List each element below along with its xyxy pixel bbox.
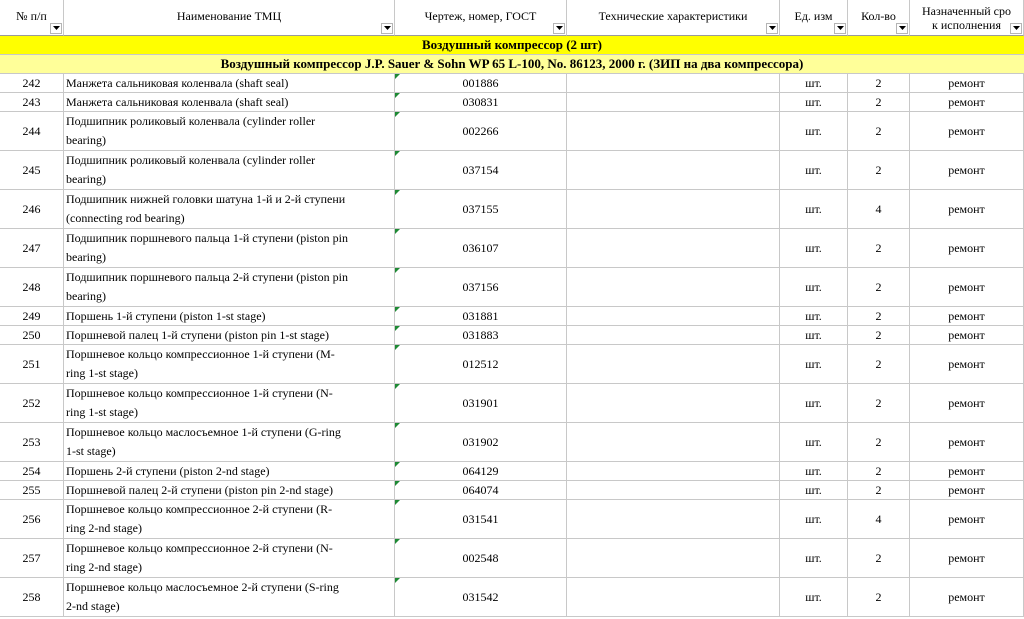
cell-name-line1: Поршневое кольцо компрессионное 2-й ступени (N- (66, 541, 333, 555)
column-header-tech[interactable] (567, 0, 780, 36)
comment-indicator-icon (395, 481, 400, 486)
cell-qty[interactable]: 2 (848, 307, 910, 326)
cell-num[interactable]: 253 (0, 423, 64, 462)
comment-indicator-icon (395, 384, 400, 389)
cell-num[interactable]: 258 (0, 578, 64, 617)
cell-name-line1: Поршень 2-й ступени (piston 2-nd stage) (66, 463, 270, 478)
cell-qty[interactable]: 4 (848, 190, 910, 229)
cell-name[interactable] (64, 307, 395, 326)
comment-indicator-icon (395, 151, 400, 156)
cell-num[interactable]: 246 (0, 190, 64, 229)
table-row (0, 539, 1024, 578)
cell-drawing[interactable]: 031881 (395, 307, 567, 326)
column-header-label-line1: Назначенный сро (921, 3, 1011, 18)
column-header-deadline[interactable] (910, 0, 1024, 36)
cell-deadline[interactable]: ремонт (910, 190, 1024, 229)
cell-unit[interactable]: шт. (780, 500, 848, 539)
cell-drawing[interactable]: 002548 (395, 539, 567, 578)
cell-drawing[interactable]: 012512 (395, 345, 567, 384)
cell-deadline[interactable]: ремонт (910, 307, 1024, 326)
cell-name[interactable] (64, 74, 395, 93)
column-header-label: № п/п (16, 8, 47, 23)
cell-name-line2: (connecting rod bearing) (66, 211, 185, 225)
filter-dropdown-icon[interactable] (834, 23, 846, 34)
cell-name[interactable] (64, 500, 395, 539)
cell-name-line1: Поршневой палец 1-й ступени (piston pin 1-st stage) (66, 327, 329, 342)
comment-indicator-icon (395, 345, 400, 350)
cell-name-line1: Поршневое кольцо компрессионное 2-й ступени (R- (66, 502, 333, 516)
cell-drawing[interactable]: 031901 (395, 384, 567, 423)
column-header-label: Наименование ТМЦ (176, 8, 282, 23)
cell-qty[interactable]: 2 (848, 151, 910, 190)
cell-tech[interactable] (567, 229, 780, 268)
cell-name[interactable] (64, 229, 395, 268)
cell-name[interactable] (64, 151, 395, 190)
cell-name[interactable] (64, 462, 395, 481)
cell-qty[interactable]: 2 (848, 345, 910, 384)
table-row (0, 462, 1024, 481)
cell-num[interactable]: 245 (0, 151, 64, 190)
column-header-label: Кол-во (861, 8, 896, 23)
cell-deadline[interactable]: ремонт (910, 539, 1024, 578)
cell-name-line2: bearing) (66, 289, 106, 303)
cell-name-line2: 1-st stage) (66, 444, 116, 458)
comment-indicator-icon (395, 93, 400, 98)
table-row (0, 151, 1024, 190)
column-header-label: Чертеж, номер, ГОСТ (424, 8, 537, 23)
cell-unit[interactable]: шт. (780, 93, 848, 112)
cell-name-line1: Манжета сальниковая коленвала (shaft seal) (66, 75, 289, 90)
filter-dropdown-icon[interactable] (50, 23, 62, 34)
cell-drawing[interactable]: 031883 (395, 326, 567, 345)
cell-name-line2: 2-nd stage) (66, 599, 120, 613)
comment-indicator-icon (395, 112, 400, 117)
cell-num[interactable]: 251 (0, 345, 64, 384)
cell-drawing[interactable]: 037154 (395, 151, 567, 190)
cell-tech[interactable] (567, 345, 780, 384)
cell-drawing[interactable]: 031902 (395, 423, 567, 462)
cell-qty[interactable]: 2 (848, 74, 910, 93)
cell-name-line1: Поршневое кольцо компрессионное 1-й ступени (M- (66, 347, 335, 361)
cell-unit[interactable]: шт. (780, 462, 848, 481)
cell-tech[interactable] (567, 326, 780, 345)
cell-unit[interactable]: шт. (780, 345, 848, 384)
cell-unit[interactable]: шт. (780, 190, 848, 229)
cell-unit[interactable]: шт. (780, 384, 848, 423)
column-header-num[interactable] (0, 0, 64, 36)
table-row (0, 345, 1024, 384)
subgroup-title-row[interactable]: Воздушный компрессор J.P. Sauer & Sohn WP 65 L-100, No. 86123, 2000 г. (ЗИП на два компрессора) (0, 55, 1024, 74)
cell-qty[interactable]: 2 (848, 462, 910, 481)
cell-qty[interactable]: 2 (848, 326, 910, 345)
cell-name-line1: Подшипник нижней головки шатуна 1-й и 2-й ступени (66, 192, 346, 206)
cell-deadline[interactable]: ремонт (910, 500, 1024, 539)
comment-indicator-icon (395, 229, 400, 234)
cell-deadline[interactable]: ремонт (910, 326, 1024, 345)
cell-name[interactable] (64, 326, 395, 345)
cell-deadline[interactable]: ремонт (910, 74, 1024, 93)
cell-num[interactable]: 243 (0, 93, 64, 112)
table-row (0, 112, 1024, 151)
cell-qty[interactable]: 2 (848, 93, 910, 112)
cell-tech[interactable] (567, 307, 780, 326)
cell-unit[interactable]: шт. (780, 423, 848, 462)
cell-name[interactable] (64, 481, 395, 500)
comment-indicator-icon (395, 190, 400, 195)
cell-num[interactable]: 244 (0, 112, 64, 151)
column-header-qty[interactable] (848, 0, 910, 36)
cell-tech[interactable] (567, 268, 780, 307)
cell-name[interactable] (64, 423, 395, 462)
cell-deadline[interactable]: ремонт (910, 151, 1024, 190)
cell-drawing[interactable]: 064074 (395, 481, 567, 500)
cell-qty[interactable]: 2 (848, 384, 910, 423)
column-header-drawing[interactable] (395, 0, 567, 36)
comment-indicator-icon (395, 462, 400, 467)
cell-name-line1: Поршень 1-й ступени (piston 1-st stage) (66, 308, 266, 323)
cell-qty[interactable]: 2 (848, 578, 910, 617)
cell-num[interactable]: 250 (0, 326, 64, 345)
column-header-label-line2: к исполнения (932, 17, 1001, 32)
cell-name[interactable] (64, 578, 395, 617)
cell-num[interactable]: 242 (0, 74, 64, 93)
table-row (0, 500, 1024, 539)
cell-qty[interactable]: 2 (848, 481, 910, 500)
cell-qty[interactable]: 2 (848, 423, 910, 462)
table-row (0, 384, 1024, 423)
cell-name-line2: bearing) (66, 172, 106, 186)
cell-tech[interactable] (567, 539, 780, 578)
cell-tech[interactable] (567, 93, 780, 112)
cell-unit[interactable]: шт. (780, 229, 848, 268)
cell-name-line2: ring 1-st stage) (66, 405, 138, 419)
table-row (0, 268, 1024, 307)
filter-dropdown-icon[interactable] (553, 23, 565, 34)
cell-deadline[interactable]: ремонт (910, 229, 1024, 268)
cell-name-line1: Подшипник роликовый коленвала (cylinder roller (66, 114, 316, 128)
cell-deadline[interactable]: ремонт (910, 93, 1024, 112)
cell-name[interactable] (64, 112, 395, 151)
cell-tech[interactable] (567, 384, 780, 423)
cell-qty[interactable]: 2 (848, 268, 910, 307)
cell-name[interactable] (64, 268, 395, 307)
table-row (0, 326, 1024, 345)
cell-drawing[interactable]: 030831 (395, 93, 567, 112)
cell-qty[interactable]: 2 (848, 112, 910, 151)
cell-num[interactable]: 254 (0, 462, 64, 481)
table-row (0, 578, 1024, 617)
cell-drawing[interactable]: 001886 (395, 74, 567, 93)
filter-dropdown-icon[interactable] (1010, 23, 1022, 34)
filter-dropdown-icon[interactable] (766, 23, 778, 34)
cell-qty[interactable]: 2 (848, 539, 910, 578)
comment-indicator-icon (395, 268, 400, 273)
comment-indicator-icon (395, 74, 400, 79)
cell-drawing[interactable]: 031542 (395, 578, 567, 617)
cell-name[interactable] (64, 384, 395, 423)
comment-indicator-icon (395, 500, 400, 505)
cell-qty[interactable]: 2 (848, 229, 910, 268)
cell-unit[interactable]: шт. (780, 268, 848, 307)
cell-drawing[interactable]: 064129 (395, 462, 567, 481)
cell-drawing[interactable]: 037155 (395, 190, 567, 229)
cell-deadline[interactable]: ремонт (910, 112, 1024, 151)
cell-name-line1: Поршневое кольцо маслосъемное 2-й ступени (S-ring (66, 580, 339, 594)
cell-name-line2: ring 2-nd stage) (66, 521, 142, 535)
cell-name-line1: Манжета сальниковая коленвала (shaft seal) (66, 94, 289, 109)
cell-unit[interactable]: шт. (780, 151, 848, 190)
cell-drawing[interactable]: 036107 (395, 229, 567, 268)
cell-tech[interactable] (567, 500, 780, 539)
cell-num[interactable]: 256 (0, 500, 64, 539)
cell-drawing[interactable]: 002266 (395, 112, 567, 151)
cell-num[interactable]: 247 (0, 229, 64, 268)
cell-name-line1: Подшипник поршневого пальца 1-й ступени (piston pin (66, 231, 348, 245)
cell-deadline[interactable]: ремонт (910, 423, 1024, 462)
cell-name-line2: ring 2-nd stage) (66, 560, 142, 574)
comment-indicator-icon (395, 307, 400, 312)
cell-unit[interactable]: шт. (780, 74, 848, 93)
cell-name-line2: bearing) (66, 133, 106, 147)
comment-indicator-icon (395, 539, 400, 544)
column-header-name[interactable] (64, 0, 395, 36)
table-row (0, 74, 1024, 93)
cell-name[interactable] (64, 190, 395, 229)
cell-num[interactable]: 252 (0, 384, 64, 423)
comment-indicator-icon (395, 578, 400, 583)
cell-unit[interactable]: шт. (780, 539, 848, 578)
cell-deadline[interactable]: ремонт (910, 268, 1024, 307)
cell-name[interactable] (64, 93, 395, 112)
cell-tech[interactable] (567, 462, 780, 481)
cell-tech[interactable] (567, 112, 780, 151)
table-row (0, 481, 1024, 500)
cell-unit[interactable]: шт. (780, 481, 848, 500)
comment-indicator-icon (395, 423, 400, 428)
cell-drawing[interactable]: 037156 (395, 268, 567, 307)
cell-qty[interactable]: 4 (848, 500, 910, 539)
filter-dropdown-icon[interactable] (896, 23, 908, 34)
table-row (0, 423, 1024, 462)
cell-name[interactable] (64, 539, 395, 578)
cell-name[interactable] (64, 345, 395, 384)
cell-name-line2: bearing) (66, 250, 106, 264)
cell-tech[interactable] (567, 578, 780, 617)
table-row (0, 190, 1024, 229)
cell-name-line1: Поршневое кольцо маслосъемное 1-й ступени (G-ring (66, 425, 341, 439)
table-row (0, 307, 1024, 326)
cell-deadline[interactable]: ремонт (910, 462, 1024, 481)
cell-num[interactable]: 257 (0, 539, 64, 578)
cell-name-line2: ring 1-st stage) (66, 366, 138, 380)
cell-name-line1: Поршневой палец 2-й ступени (piston pin 2-nd stage) (66, 482, 333, 497)
column-header-label: Технические характеристики (598, 8, 748, 23)
cell-deadline[interactable]: ремонт (910, 578, 1024, 617)
cell-tech[interactable] (567, 481, 780, 500)
cell-name-line1: Подшипник поршневого пальца 2-й ступени (piston pin (66, 270, 348, 284)
cell-unit[interactable]: шт. (780, 307, 848, 326)
column-header-label: Ед. изм (794, 8, 833, 23)
cell-name-line1: Поршневое кольцо компрессионное 1-й ступени (N- (66, 386, 333, 400)
table-row (0, 229, 1024, 268)
cell-tech[interactable] (567, 74, 780, 93)
cell-unit[interactable]: шт. (780, 112, 848, 151)
cell-tech[interactable] (567, 190, 780, 229)
group-title-row[interactable]: Воздушный компрессор (2 шт) (0, 36, 1024, 55)
cell-name-line1: Подшипник роликовый коленвала (cylinder roller (66, 153, 316, 167)
cell-deadline[interactable]: ремонт (910, 481, 1024, 500)
table-row (0, 93, 1024, 112)
cell-tech[interactable] (567, 151, 780, 190)
column-header-unit[interactable] (780, 0, 848, 36)
filter-dropdown-icon[interactable] (381, 23, 393, 34)
cell-deadline[interactable]: ремонт (910, 345, 1024, 384)
cell-num[interactable]: 249 (0, 307, 64, 326)
cell-unit[interactable]: шт. (780, 578, 848, 617)
cell-tech[interactable] (567, 423, 780, 462)
cell-num[interactable]: 255 (0, 481, 64, 500)
cell-deadline[interactable]: ремонт (910, 384, 1024, 423)
comment-indicator-icon (395, 326, 400, 331)
cell-num[interactable]: 248 (0, 268, 64, 307)
cell-drawing[interactable]: 031541 (395, 500, 567, 539)
cell-unit[interactable]: шт. (780, 326, 848, 345)
